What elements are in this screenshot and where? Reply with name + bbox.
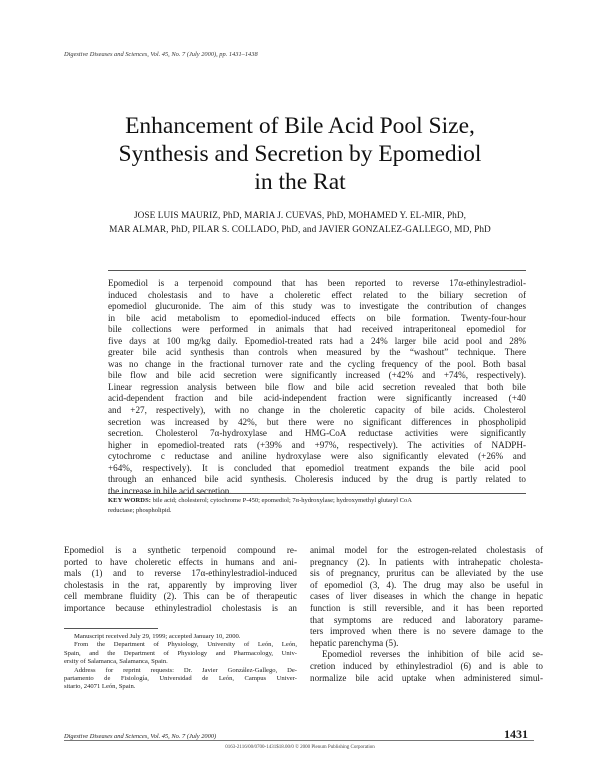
keywords-text: bile acid; cholesterol; cytochrome P-450; epomediol; 7α-hydroxylase; hydroxymethyl glutaryl CoA xyxy=(151,497,412,504)
abstract-line: and +27, respectively), with no change in the choleretic capacity of bile acids. Cholesterol xyxy=(108,405,526,416)
abstract-line: acid-dependent fraction and bile acid-independent fraction were significantly increased (+40 xyxy=(108,393,526,404)
abstract-line: epomediol glucuronide. The aim of this study was to investigate the contribution of changes xyxy=(108,301,526,312)
abstract-line: Linear regression analysis between bile flow and bile acid secretion revealed that both bile xyxy=(108,381,526,392)
footnote-line: partamento de Fisiología, Universidad de León, Campus Univer- xyxy=(64,675,297,683)
body-line: pregnancy (2). In patients with intrahepatic cholesta- xyxy=(310,556,543,567)
body-line: cases of liver diseases in which the change in hepatic xyxy=(310,591,543,602)
abstract-line: Epomediol is a terpenoid compound that has been reported to reverse 17α-ethinylestradiol- xyxy=(108,278,526,288)
copyright-line: 0163-2116/00/0700-1431$18.00/0 © 2000 Plenum Publishing Corporation xyxy=(225,745,375,750)
keywords-line: reductase; phospholipid. xyxy=(108,506,172,514)
author-line: MAR ALMAR, PhD, PILAR S. COLLADO, PhD, and JAVIER GONZALEZ-GALLEGO, MD, PhD xyxy=(109,225,491,235)
abstract-line: bile collections were performed in animals that had received intraperitoneal epomediol for xyxy=(108,324,526,335)
abstract-line: in bile acid metabolism to epomediol-induced effects on bile formation. Twenty-four-hour xyxy=(108,312,526,323)
body-line: that symptoms are reduced and laboratory parame- xyxy=(310,614,543,625)
body-line: ported to have choleretic effects in humans and ani- xyxy=(64,556,297,567)
abstract-line: cytochrome c reductase and aniline hydroxylase were also significantly elevated (+26% and xyxy=(108,451,526,462)
body-line: Epomediol reverses the inhibition of bile acid se- xyxy=(322,649,543,660)
body-line: animal model for the estrogen-related cholestasis of xyxy=(310,545,543,555)
author-line: JOSE LUIS MAURIZ, PhD, MARIA J. CUEVAS, PhD, MOHAMED Y. EL-MIR, PhD, xyxy=(133,211,466,221)
title-line: Synthesis and Secretion by Epomediol xyxy=(118,141,482,167)
keywords xyxy=(108,496,526,515)
footer-citation: Digestive Diseases and Sciences, Vol. 45, No. 7 (July 2000) xyxy=(64,733,217,740)
title-line: Enhancement of Bile Acid Pool Size, xyxy=(125,113,475,139)
footnote-line: Manuscript received July 29, 1999; accepted January 10, 2000. xyxy=(74,633,241,640)
body-line: sis of pregnancy, pruritus can be alleviated by the use xyxy=(310,568,543,579)
abstract-line: secretion. Cholesterol 7α-hydroxylase and HMG-CoA reductase activities were significantly xyxy=(108,428,526,439)
body-line: importance because ethinylestradiol cholestasis is an xyxy=(64,602,297,613)
title-line: in the Rat xyxy=(254,169,346,195)
abstract-line: five days at 100 mg/kg daily. Epomediol-treated rats had a 24% larger bile acid pool and 28% xyxy=(108,335,526,346)
author-list xyxy=(40,209,560,237)
footnotes xyxy=(64,633,297,692)
abstract-line: +64%, respectively). It is concluded that epomediol treatment expands the bile acid pool xyxy=(108,462,526,473)
body-line: normalize bile acid uptake when administered simul- xyxy=(310,672,543,683)
running-head: Digestive Diseases and Sciences, Vol. 45, No. 7 (July 2000), pp. 1431–1438 xyxy=(64,51,258,58)
abstract-line: higher in epomediol-treated rats (+39% and +97%, respectively). The activities of NADPH- xyxy=(108,439,526,450)
left-column xyxy=(64,545,297,615)
footnote-rule xyxy=(64,628,158,629)
abstract-line: bile flow and bile acid secretion were significantly increased (+42% and +74%, respectively). xyxy=(108,370,526,381)
abstract-line: through an enhanced bile acid synthesis. Choleresis induced by the drug is partly related to xyxy=(108,474,526,485)
keywords-rule xyxy=(108,493,526,494)
footnote-line: Address for reprint requests: Dr. Javier González-Gallego, De- xyxy=(74,666,297,674)
abstract-line: secretion was increased by 42%, but there were no significant differences in phospholipid xyxy=(108,416,526,427)
footer-rule xyxy=(64,740,534,741)
body-line: cretion induced by ethinylestradiol (6) and is able to xyxy=(310,660,543,671)
body-line: ters improved when there is no severe damage to the xyxy=(310,626,543,637)
footnote-line: Spain, and the Department of Physiology and Pharmacology, Univ- xyxy=(64,649,297,657)
article-title xyxy=(40,112,560,196)
body-line: function is still reversible, and it has been reported xyxy=(310,602,543,613)
right-column xyxy=(310,545,543,684)
keywords-label: KEY WORDS: xyxy=(108,497,152,504)
abstract-line: was no change in the fractional turnover rate and the cycling frequency of the pool. Both basal xyxy=(108,358,526,369)
page-number: 1431 xyxy=(504,727,528,741)
footnote-line: ersity of Salamanca, Salamanca, Spain. xyxy=(64,658,168,666)
footnote-line: From the Department of Physiology, University of León, León, xyxy=(74,641,297,649)
abstract-line: induced cholestasis and to have a choleretic effect related to the biliary secretion of xyxy=(108,289,526,300)
abstract-line: the increase in bile acid secretion. xyxy=(108,485,232,496)
body-line: hepatic parenchyma (5). xyxy=(310,637,399,648)
abstract-line: greater bile acid synthesis than controls when measured by the “washout” technique. There xyxy=(108,347,526,358)
body-line: cell membrane fluidity (2). This can be of therapeutic xyxy=(64,591,297,602)
abstract-top-rule xyxy=(108,270,526,271)
body-line: of epomediol (3, 4). The drug may also be useful in xyxy=(310,579,543,590)
footnote-line: sitario, 24071 León, Spain. xyxy=(64,683,136,691)
keywords-line xyxy=(108,496,526,506)
abstract xyxy=(108,278,526,497)
body-line: cholestasis in the rat, apparently by improving liver xyxy=(64,579,297,590)
body-line: Epomediol is a synthetic terpenoid compound re- xyxy=(64,545,297,555)
body-line: mals (1) and to reverse 17α-ethinylestradiol-induced xyxy=(64,568,297,579)
